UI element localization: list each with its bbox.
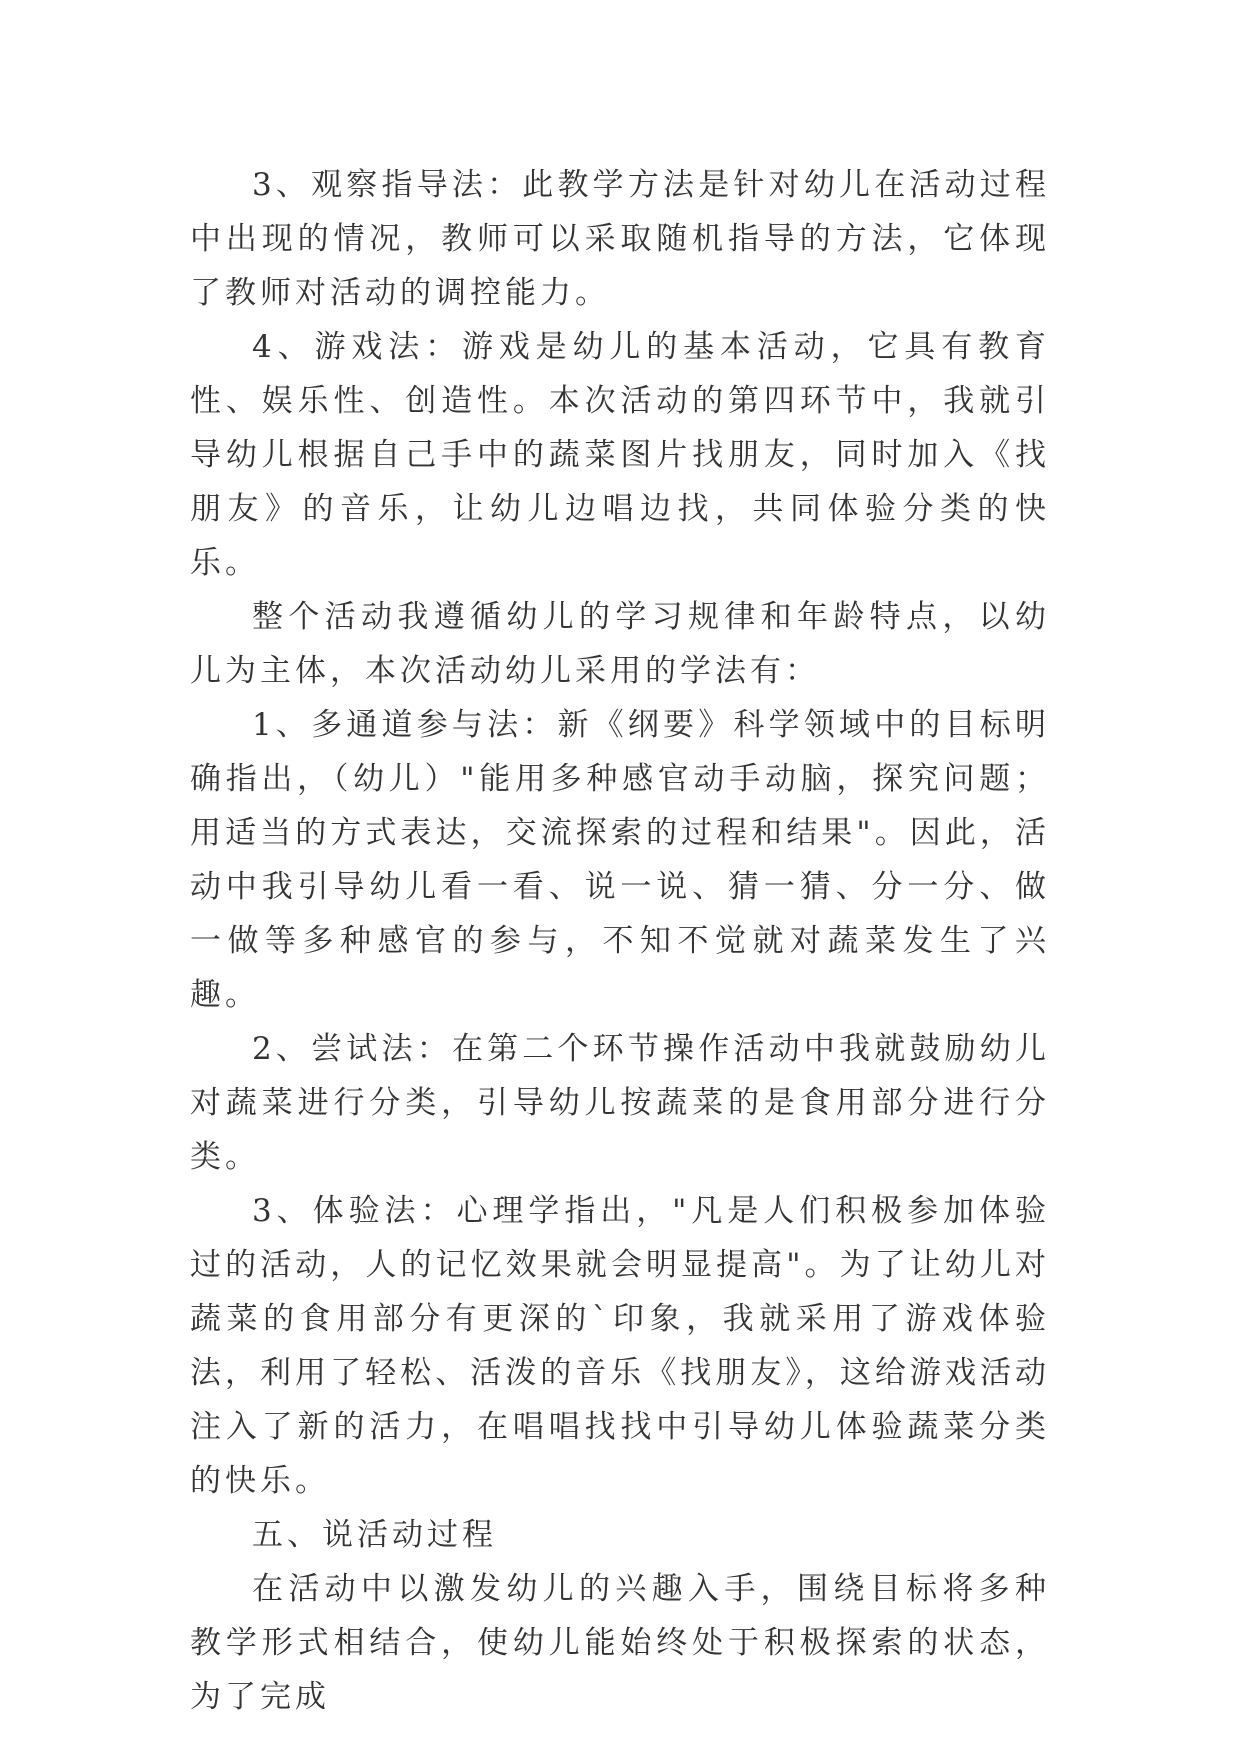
paragraph-experience-method: 3、体验法：心理学指出，"凡是人们积极参加体验过的活动，人的记忆效果就会明显提高"。为了让幼儿对蔬菜的食用部分有更深的`印象，我就采用了游戏体验法，利用了轻松、活泼的音乐《找朋友》，这给游戏活动注入了新的活力，在唱唱找找中引导幼儿体验蔬菜分类的快乐。	[190, 1193, 1050, 1499]
document-body	[190, 158, 1050, 1724]
section-heading-activity-process: 五、说活动过程	[252, 1517, 497, 1553]
paragraph-learning-methods-intro: 整个活动我遵循幼儿的学习规律和年龄特点，以幼儿为主体，本次活动幼儿采用的学法有：	[190, 599, 1050, 689]
paragraph-trial-method: 2、尝试法：在第二个环节操作活动中我就鼓励幼儿对蔬菜进行分类，引导幼儿按蔬菜的是食用部分进行分类。	[190, 1031, 1050, 1175]
paragraph-observation-method: 3、观察指导法：此教学方法是针对幼儿在活动过程中出现的情况，教师可以采取随机指导的方法，它体现了教师对活动的调控能力。	[190, 167, 1050, 311]
paragraph-multichannel-method: 1、多通道参与法：新《纲要》科学领域中的目标明确指出，（幼儿）"能用多种感官动手动脑，探究问题；用适当的方式表达，交流探索的过程和结果"。因此，活动中我引导幼儿看一看、说一说、猜一猜、分一分、做一做等多种感官的参与，不知不觉就对蔬菜发生了兴趣。	[190, 707, 1050, 1013]
paragraph-activity-process: 在活动中以激发幼儿的兴趣入手，围绕目标将多种教学形式相结合，使幼儿能始终处于积极探索的状态，为了完成	[190, 1571, 1050, 1715]
paragraph-game-method: 4、游戏法：游戏是幼儿的基本活动，它具有教育性、娱乐性、创造性。本次活动的第四环节中，我就引导幼儿根据自己手中的蔬菜图片找朋友，同时加入《找朋友》的音乐，让幼儿边唱边找，共同体验分类的快乐。	[190, 329, 1050, 581]
